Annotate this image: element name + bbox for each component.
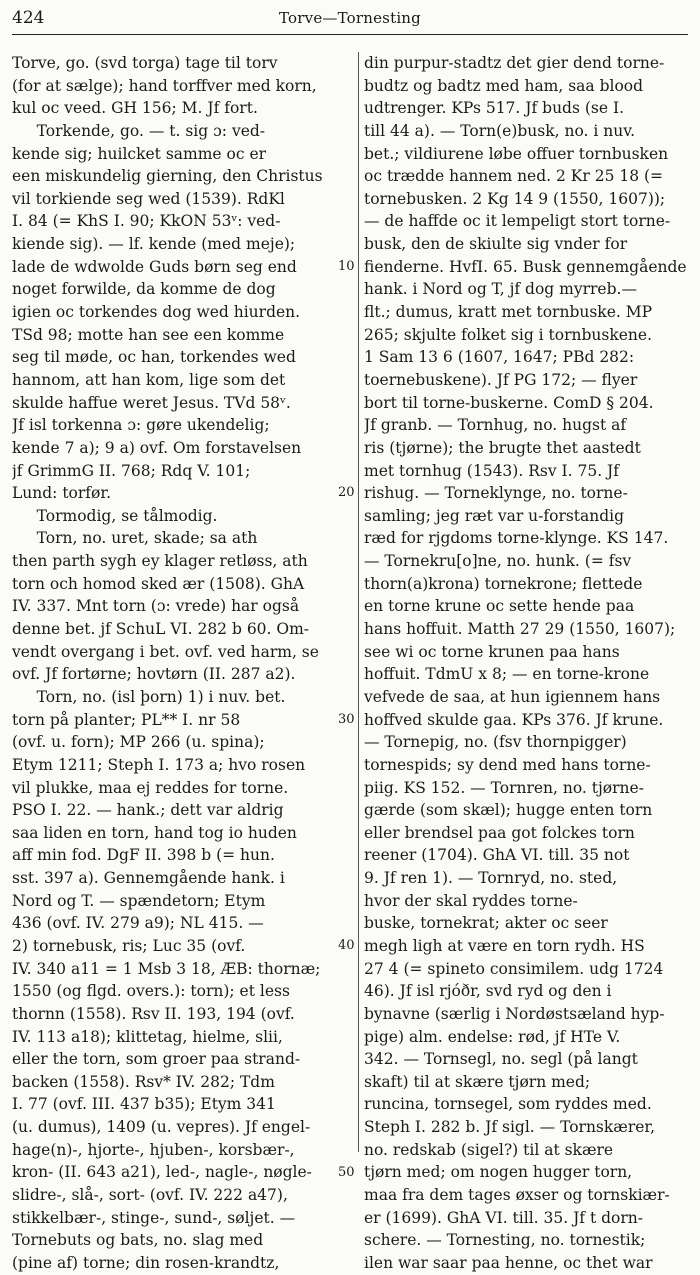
text-line: skaft) til at skære tjørn med; [364, 1072, 591, 1091]
text-line: busk, den de skiulte sig vnder for [364, 235, 628, 254]
text-line: pige) alm. endelse: rød, jf HTe V. [364, 1027, 621, 1046]
right-column [364, 52, 690, 1275]
text-line: flt.; dumus, kratt met tornbuske. MP [364, 303, 653, 322]
text-line: torn och homod sked ær (1508). GhA [12, 574, 305, 593]
text-line: backen (1558). Rsv* IV. 282; Tdm [12, 1072, 275, 1091]
text-line: budtz og badtz med ham, saa blood [364, 76, 644, 95]
text-line: bet.; vildiurene løbe offuer tornbusken [364, 144, 669, 163]
text-line: tornespids; sy dend med hans torne- [364, 755, 651, 774]
text-line: gærde (som skæl); hugge enten torn [364, 801, 653, 820]
text-line: ris (tjørne); the brugte thet aastedt [364, 438, 641, 457]
text-line: torn på planter; PL** I. nr 58 [12, 710, 241, 729]
line-number: 50 [338, 1164, 355, 1180]
text-line: denne bet. jf SchuL VI. 282 b 60. Om- [12, 620, 310, 639]
text-line: reener (1704). GhA VI. till. 35 not [364, 846, 630, 865]
text-line: er (1699). GhA VI. till. 35. Jf t dorn- [364, 1208, 644, 1227]
text-line: lade de wdwolde Guds børn seg end [12, 257, 297, 276]
text-line: kron- (II. 643 a21), led-, nagle-, nøgle- [12, 1163, 312, 1182]
line-number: 20 [338, 485, 355, 501]
text-line: Jf isl torkenna ɔ: gøre ukendelig; [12, 416, 270, 435]
text-line: jf GrimmG II. 768; Rdq V. 101; [12, 461, 251, 480]
text-line: slidre-, slå-, sort- (ovf. IV. 222 a47), [12, 1186, 288, 1205]
text-line: no. redskab (sigel?) til at skære [364, 1140, 614, 1159]
text-line: tjørn med; om nogen hugger torn, [364, 1163, 633, 1182]
text-line: — Tornepig, no. (fsv thornpigger) [364, 733, 627, 752]
text-line: oc trædde hannem ned. 2 Kr 25 18 (= [364, 167, 664, 186]
text-line: kende 7 a); 9 a) ovf. Om forstavelsen [12, 438, 302, 457]
text-line: Torve, go. (svd torga) tage til torv [12, 54, 278, 72]
text-line: ræd for rjgdoms torne-klynge. KS 147. [364, 529, 669, 548]
text-line: then parth sygh ey klager retløss, ath [12, 552, 308, 571]
text-line: IV. 113 a18); klittetag, hielme, slii, [12, 1027, 283, 1046]
text-line: seg til møde, oc han, torkendes wed [12, 348, 296, 367]
text-line: I. 84 (= KhS I. 90; KkON 53ᵛ: ved- [12, 212, 281, 231]
text-line: een miskundelig gierning, den Christus [12, 167, 323, 186]
text-line: Torn, no. (isl þorn) 1) i nuv. bet. [12, 687, 286, 706]
text-line: hank. i Nord og T, jf dog myrreb.— [364, 280, 637, 299]
text-line: Torn, no. uret, skade; sa ath [12, 529, 258, 548]
text-line: runcina, tornsegel, som ryddes med. [364, 1095, 652, 1114]
text-line: IV. 340 a11 = 1 Msb 3 18, ÆB: thornæ; [12, 959, 321, 978]
text-line: met tornhug (1543). Rsv I. 75. Jf [364, 461, 620, 480]
text-line: rishug. — Torneklynge, no. torne- [364, 484, 628, 503]
text-line: din purpur-stadtz det gier dend torne- [364, 54, 665, 72]
text-line: vendt overgang i bet. ovf. ved harm, se [12, 642, 319, 661]
text-line: hans hoffuit. Matth 27 29 (1550, 1607); [364, 620, 676, 639]
text-line: eller the torn, som groer paa strand- [12, 1050, 301, 1069]
text-line: samling; jeg ræt var u-forstandig [364, 506, 625, 525]
text-line: Steph I. 282 b. Jf sigl. — Tornskærer, [364, 1118, 656, 1137]
text-line: hage(n)-, hjorte-, hjuben-, korsbær-, [12, 1140, 295, 1159]
text-line: skulde haffue weret Jesus. TVd 58ᵛ. [12, 393, 291, 412]
text-line: hoffuit. TdmU x 8; — en torne-krone [364, 665, 650, 684]
text-line: kiende sig). — lf. kende (med meje); [12, 235, 296, 254]
text-line: — de haffde oc it lempeligt stort torne- [364, 212, 671, 231]
text-line: aff min fod. DgF II. 398 b (= hun. [12, 846, 275, 865]
text-line: vil torkiende seg wed (1539). RdKl [12, 189, 285, 208]
text-line: eller brendsel paa got folckes torn [364, 823, 635, 842]
text-line: 436 (ovf. IV. 279 a9); NL 415. — [12, 914, 264, 933]
text-line: ilen war saar paa henne, oc thet war [364, 1253, 653, 1272]
running-title: Torve—Tornesting [279, 9, 421, 27]
text-line: (u. dumus), 1409 (u. vepres). Jf engel- [12, 1118, 311, 1137]
text-line: 27 4 (= spineto consimilem. udg 1724 [364, 959, 664, 978]
text-line: igien oc torkendes dog wed hiurden. [12, 303, 301, 322]
text-line: ovf. Jf fortørne; hovtørn (II. 287 a2). [12, 665, 296, 684]
column-divider [358, 52, 359, 1152]
text-line: Nord og T. — spændetorn; Etym [12, 891, 266, 910]
text-line: Lund: torfør. [12, 484, 112, 503]
text-line: thornn (1558). Rsv II. 193, 194 (ovf. [12, 1004, 295, 1023]
text-line: 2) tornebusk, ris; Luc 35 (ovf. [12, 936, 246, 955]
text-line: udtrenger. KPs 517. Jf buds (se I. [364, 99, 625, 118]
text-line: bynavne (særlig i Nordøstsæland hyp- [364, 1004, 665, 1023]
text-line: noget forwilde, da komme de dog [12, 280, 276, 299]
text-line: 46). Jf isl rjóðr, svd ryd og den i [364, 982, 612, 1001]
text-line: TSd 98; motte han see een komme [12, 325, 285, 344]
line-number-gutter [338, 52, 364, 1180]
line-number: 30 [338, 711, 355, 727]
text-line: sst. 397 a). Gennemgående hank. i [12, 869, 285, 888]
line-number: 10 [338, 258, 355, 274]
text-line: kul oc veed. GH 156; M. Jf fort. [12, 99, 258, 118]
text-line: 265; skjulte folket sig i tornbuskene. [364, 325, 653, 344]
text-line: buske, tornekrat; akter oc seer [364, 914, 608, 933]
left-column [12, 52, 338, 1275]
text-line: 1550 (og flgd. overs.): torn); et less [12, 982, 290, 1001]
text-line: Etym 1211; Steph I. 173 a; hvo rosen [12, 755, 306, 774]
text-line: hannom, att han kom, lige som det [12, 370, 286, 389]
text-line: I. 77 (ovf. III. 437 b35); Etym 341 [12, 1095, 276, 1114]
text-line: (pine af) torne; din rosen-krandtz, [12, 1253, 280, 1272]
text-line: PSO I. 22. — hank.; dett var aldrig [12, 801, 284, 820]
text-line: vil plukke, maa ej reddes for torne. [12, 778, 289, 797]
text-line: toernebuskene). Jf PG 172; — flyer [364, 370, 638, 389]
text-line: (for at sælge); hand torffver med korn, [12, 76, 317, 95]
text-line: till 44 a). — Torn(e)busk, no. i nuv. [364, 121, 636, 140]
text-line: stikkelbær-, stinge-, sund-, søljet. — [12, 1208, 296, 1227]
text-line: hoffved skulde gaa. KPs 376. Jf krune. [364, 710, 664, 729]
text-line: Jf granb. — Tornhug, no. hugst af [364, 416, 627, 435]
text-line: maa fra dem tages øxser og tornskiær- [364, 1186, 670, 1205]
text-line: see wi oc torne krunen paa hans [364, 642, 620, 661]
text-line: — Tornekru[o]ne, no. hunk. (= fsv [364, 552, 632, 571]
line-number: 40 [338, 938, 355, 954]
text-line: 342. — Tornsegl, no. segl (på langt [364, 1050, 638, 1069]
page-number: 424 [12, 8, 45, 28]
text-line: 1 Sam 13 6 (1607, 1647; PBd 282: [364, 348, 635, 367]
page-header [12, 6, 688, 35]
text-line: vefvede de saa, at hun igiennem hans [364, 687, 661, 706]
text-line: Tormodig, se tålmodig. [12, 506, 218, 525]
text-line: kende sig; huilcket samme oc er [12, 144, 267, 163]
text-line: bort til torne-buskerne. ComD § 204. [364, 393, 654, 412]
text-line: Torkende, go. — t. sig ɔ: ved- [12, 121, 266, 140]
text-line: saa liden en torn, hand tog io huden [12, 823, 297, 842]
text-line: thorn(a)krona) tornekrone; flettede [364, 574, 643, 593]
text-line: tornebusken. 2 Kg 14 9 (1550, 1607)); [364, 189, 666, 208]
text-line: en torne krune oc sette hende paa [364, 597, 635, 616]
text-line: hvor der skal ryddes torne- [364, 891, 578, 910]
text-line: 9. Jf ren 1). — Tornryd, no. sted, [364, 869, 618, 888]
text-line: IV. 337. Mnt torn (ɔ: vrede) har også [12, 597, 300, 616]
text-line: fienderne. HvfI. 65. Busk gennemgående [364, 257, 687, 276]
text-line: piig. KS 152. — Tornren, no. tjørne- [364, 778, 644, 797]
text-line: schere. — Tornesting, no. tornestik; [364, 1231, 646, 1250]
text-line: Tornebuts og bats, no. slag med [12, 1231, 264, 1250]
text-line: (ovf. u. forn); MP 266 (u. spina); [12, 733, 265, 752]
text-line: megh ligh at være en torn rydh. HS [364, 936, 645, 955]
